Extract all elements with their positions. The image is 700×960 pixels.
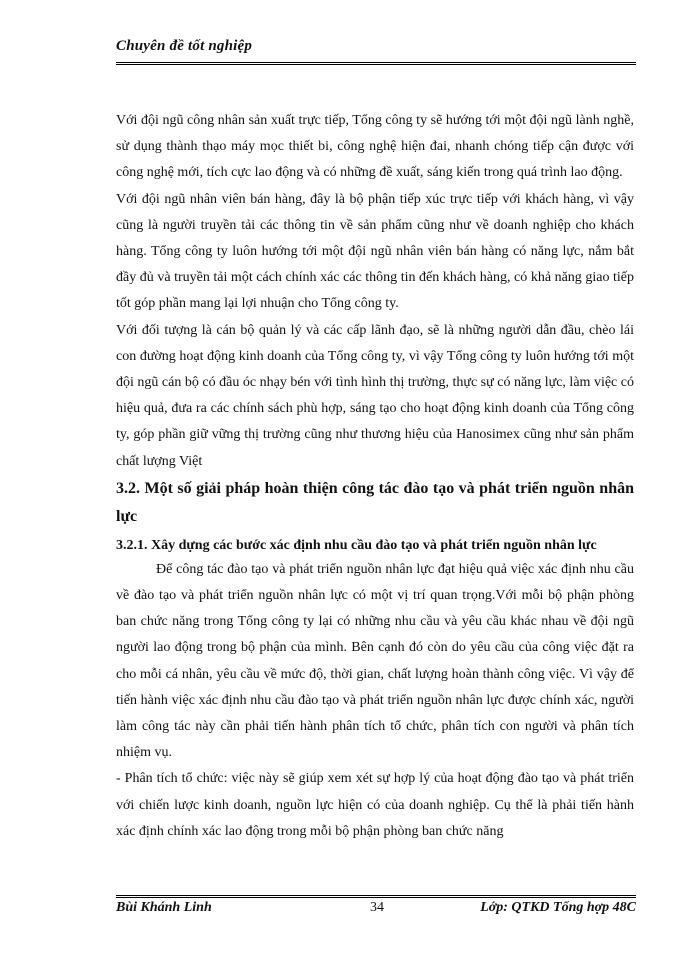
page-number: 34: [370, 900, 384, 915]
section-heading: 3.2. Một số giải pháp hoàn thiện công tác đào tạo và phát triển nguồn nhân lực: [116, 479, 634, 525]
paragraph-managers: Với đối tượng là cán bộ quản lý và các cấp lãnh đạo, sẽ là những người dẫn đầu, chèo lái con đường hoạt động kinh doanh của Tổng công ty, vì vậy Tổng công ty luôn hướng tới một đội ngũ cán bộ có đầu óc nhạy bén với tình hình thị trường, thực sự có năng lực, làm việc có hiệu quả, đưa ra các chính sách phù hợp, sáng tạo cho hoạt động kinh doanh của Tổng công ty, góp phần giữ vững thị trường cũng như thương hiệu của Hanosimex cũng như sản phẩm chất lượng Việt: [116, 322, 634, 469]
subsection-heading: 3.2.1. Xây dựng các bước xác định nhu cầu đào tạo và phát triển nguồn nhân lực: [116, 537, 597, 553]
paragraph-training-needs: Để công tác đào tạo và phát triển nguồn nhân lực đạt hiệu quả việc xác định nhu cầu về đào tạo và phát triển nguồn nhân lực có một vị trí quan trọng.Với mỗi bộ phận phòng ban chức năng trong Tổng công ty lại có những nhu cầu và yêu cầu khác nhau về đội ngũ người lao động trong bộ phận của mình. Bên cạnh đó còn do yêu cầu của công việc đặt ra cho mỗi cá nhân, yêu cầu về mức độ, thời gian, chất lượng hoàn thành công việc. Vì vậy để tiến hành việc xác định nhu cầu đào tạo và phát triển nguồn nhân lực được chính xác, người làm công tác này cần phải tiến hành phân tích tổ chức, phân tích con người và phân tích nhiệm vụ.: [116, 561, 634, 761]
page-header: [116, 38, 636, 66]
paragraph-workers: Với đội ngũ công nhân sản xuất trực tiếp, Tổng công ty sẽ hướng tới một đội ngũ lành nghề, sử dụng thành thạo máy mọc thiết bi, công nghệ hiện đai, nhanh chóng tiếp cận được với công nghệ mới, tích cực lao động và có những đề xuất, sáng kiến trong quá trình lao động.: [116, 113, 634, 181]
page-content: [116, 108, 634, 845]
paragraph-sales-staff: Với đội ngũ nhân viên bán hàng, đây là bộ phận tiếp xúc trực tiếp với khách hàng, vì vậy cũng là người truyền tải các thông tin về sản phẩm cũng như về doanh nghiệp cho khách hàng. Tổng công ty luôn hướng tới một đội ngũ nhân viên bán hàng có năng lực, nắm bắt đầy đủ và truyền tải một cách chính xác các thông tin đến khách hàng, có khả năng giao tiếp tốt góp phần mang lại lợi nhuận cho Tổng công ty.: [116, 191, 634, 312]
footer-divider: [116, 895, 636, 898]
footer-author: Bùi Khánh Linh: [116, 900, 212, 915]
page-footer: [116, 900, 636, 922]
paragraph-organization-analysis: - Phân tích tổ chức: việc này sẽ giúp xem xét sự hợp lý của hoạt động đào tạo và phát triển với chiến lược kinh doanh, nguồn lực hiện có của doanh nghiệp. Cụ thể là phải tiến hành xác định chính xác lao động trong mỗi bộ phận phòng ban chức năng: [116, 771, 634, 839]
footer-class: Lớp: QTKD Tổng hợp 48C: [480, 900, 636, 915]
header-divider: [116, 62, 636, 65]
header-title: Chuyên đề tốt nghiệp: [116, 38, 253, 54]
